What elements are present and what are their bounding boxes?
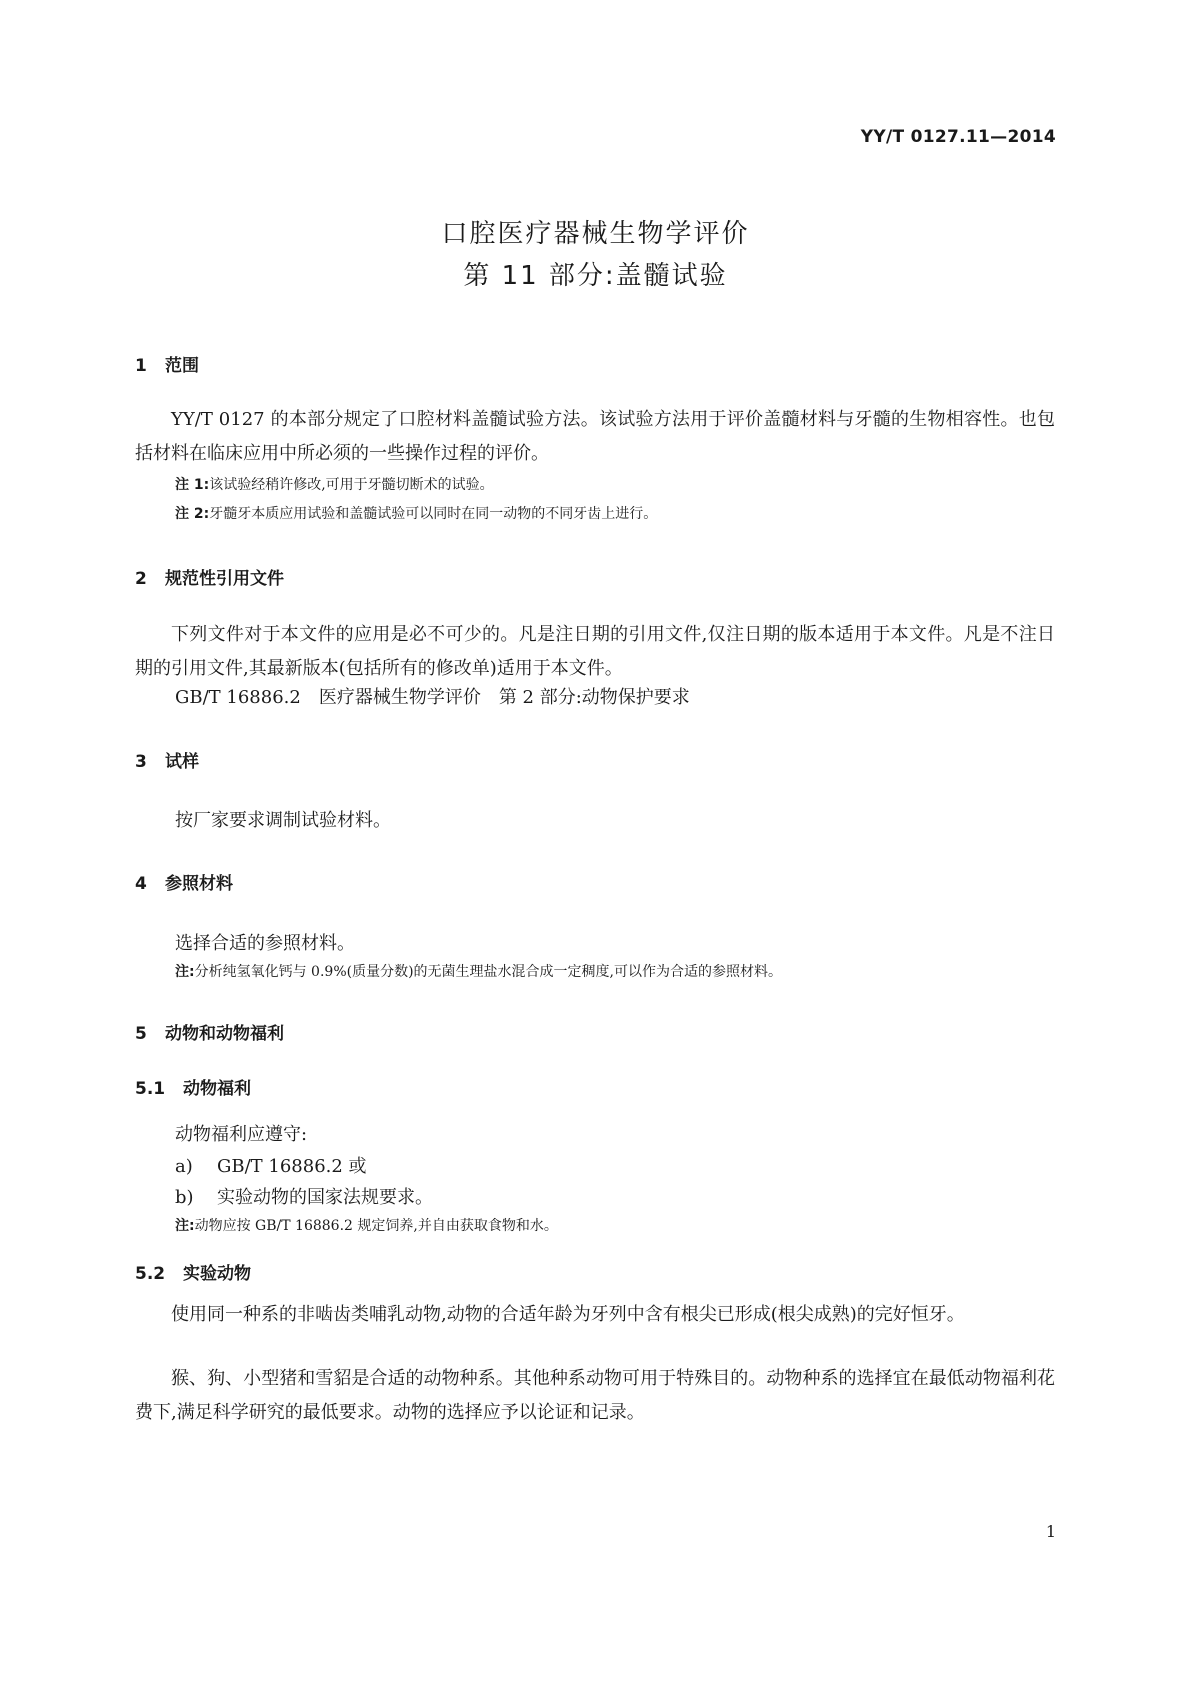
section-number: 2	[135, 569, 147, 589]
section-title: 参照材料	[165, 874, 233, 894]
section-5-2-paragraph-2: 猴、狗、小型猪和雪貂是合适的动物种系。其他种系动物可用于特殊目的。动物种系的选择宜在最低动物福利花费下,满足科学研究的最低要求。动物的选择应予以论证和记录。	[135, 1368, 1055, 1423]
section-number: 4	[135, 874, 147, 894]
document-title: 口腔医疗器械生物学评价	[441, 219, 750, 249]
note-text: 动物应按 GB/T 16886.2 规定饲养,并自由获取食物和水。	[194, 1218, 558, 1234]
section-title: 实验动物	[183, 1264, 251, 1284]
section-1-paragraph: YY/T 0127 的本部分规定了口腔材料盖髓试验方法。该试验方法用于评价盖髓材料与牙髓的生物相容性。也包括材料在临床应用中所必须的一些操作过程的评价。	[135, 409, 1055, 464]
section-2-heading	[135, 564, 284, 589]
section-title: 试样	[165, 752, 199, 772]
note-text: 牙髓牙本质应用试验和盖髓试验可以同时在同一动物的不同牙齿上进行。	[209, 506, 658, 522]
section-1-heading	[135, 351, 199, 376]
normative-reference: GB/T 16886.2 医疗器械生物学评价 第 2 部分:动物保护要求	[175, 687, 690, 708]
standard-code: YY/T 0127.11—2014	[860, 127, 1056, 147]
section-number: 5.2	[135, 1264, 166, 1284]
section-1-note-2	[175, 503, 657, 523]
section-5-heading	[135, 1019, 284, 1044]
section-4-paragraph: 选择合适的参照材料。	[175, 933, 355, 954]
section-title: 规范性引用文件	[165, 569, 284, 589]
document-subtitle: 第 11 部分:盖髓试验	[463, 261, 728, 291]
section-title: 范围	[165, 356, 199, 376]
note-label: 注:	[175, 964, 195, 980]
list-item-b	[175, 1183, 433, 1209]
section-number: 1	[135, 356, 147, 376]
section-4-heading	[135, 869, 233, 894]
note-label: 注 2:	[175, 506, 210, 522]
page-number: 1	[1045, 1522, 1056, 1541]
list-item-a	[175, 1152, 367, 1178]
section-3-paragraph: 按厂家要求调制试验材料。	[175, 810, 391, 831]
section-number: 5	[135, 1024, 147, 1044]
section-1-note-1	[175, 474, 494, 494]
list-item-label: b)	[175, 1187, 194, 1208]
section-5-2-heading	[135, 1259, 251, 1284]
list-item-text: 实验动物的国家法规要求。	[217, 1187, 433, 1208]
section-5-1-heading	[135, 1074, 251, 1099]
section-4-note	[175, 961, 782, 981]
note-text: 该试验经稍许修改,可用于牙髓切断术的试验。	[209, 477, 494, 493]
list-item-label: a)	[175, 1156, 193, 1177]
note-label: 注:	[175, 1218, 195, 1234]
section-number: 3	[135, 752, 147, 772]
section-5-2-paragraph-1: 使用同一种系的非啮齿类哺乳动物,动物的合适年龄为牙列中含有根尖已形成(根尖成熟)的完好恒牙。	[171, 1304, 965, 1325]
note-text: 分析纯氢氧化钙与 0.9%(质量分数)的无菌生理盐水混合成一定稠度,可以作为合适的参照材料。	[194, 964, 782, 980]
section-5-1-intro: 动物福利应遵守:	[175, 1124, 308, 1145]
section-number: 5.1	[135, 1079, 166, 1099]
section-5-1-note	[175, 1215, 558, 1235]
section-2-paragraph: 下列文件对于本文件的应用是必不可少的。凡是注日期的引用文件,仅注日期的版本适用于本文件。凡是不注日期的引用文件,其最新版本(包括所有的修改单)适用于本文件。	[135, 624, 1055, 679]
section-3-heading	[135, 747, 199, 772]
section-title: 动物和动物福利	[165, 1024, 284, 1044]
note-label: 注 1:	[175, 477, 210, 493]
list-item-text: GB/T 16886.2 或	[217, 1156, 367, 1177]
section-title: 动物福利	[183, 1079, 251, 1099]
